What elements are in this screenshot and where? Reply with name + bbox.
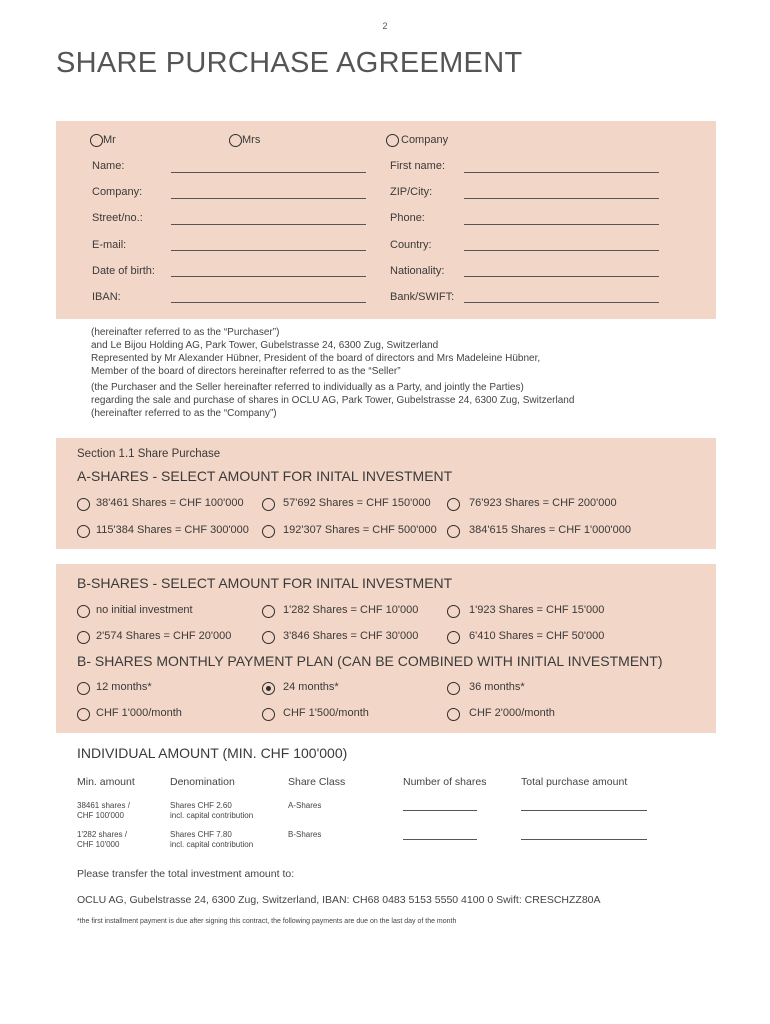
- iban-label: IBAN:: [92, 291, 121, 303]
- table-cell: incl. capital contribution: [170, 811, 254, 820]
- monthly-plan-heading: B- SHARES MONTHLY PAYMENT PLAN (CAN BE COMBINED WITH INITIAL INVESTMENT): [77, 653, 663, 669]
- parties-line-2: and Le Bijou Holding AG, Park Tower, Gubelstrasse 24, 6300 Zug, Switzerland: [91, 340, 439, 351]
- table-cell: A-Shares: [288, 801, 322, 810]
- a-shares-option-label: 57'692 Shares = CHF 150'000: [283, 497, 431, 509]
- page-title: SHARE PURCHASE AGREEMENT: [56, 47, 523, 79]
- table-cell: Shares CHF 2.60: [170, 801, 232, 810]
- salutation-mr-radio[interactable]: [90, 134, 103, 147]
- number-of-shares-field[interactable]: [403, 810, 477, 811]
- parties-line-3: Represented by Mr Alexander Hübner, President of the board of directors and Mrs Madeleine Hübner,: [91, 353, 541, 364]
- date-of-birth-label: Date of birth:: [92, 265, 155, 277]
- a-shares-option-radio[interactable]: [447, 498, 460, 511]
- b-shares-heading: B-SHARES - SELECT AMOUNT FOR INITAL INVESTMENT: [77, 575, 453, 591]
- zip-city-field[interactable]: [464, 198, 659, 199]
- email-label: E-mail:: [92, 239, 127, 251]
- b-shares-panel: [56, 564, 716, 733]
- number-of-shares-field[interactable]: [403, 839, 477, 840]
- plan-24-months-radio[interactable]: [262, 682, 275, 695]
- parties-line-6: regarding the sale and purchase of shares in OCLU AG, Park Tower, Gubelstrasse 24, 6300 Zug, Switzerland: [91, 395, 575, 406]
- nationality-label: Nationality:: [390, 265, 445, 277]
- salutation-company-radio[interactable]: [386, 134, 399, 147]
- b-shares-option-label: 3'846 Shares = CHF 30'000: [283, 630, 419, 642]
- salutation-mrs-radio[interactable]: [229, 134, 242, 147]
- total-purchase-amount-field[interactable]: [521, 839, 647, 840]
- section-label: Section 1.1 Share Purchase: [77, 448, 221, 460]
- b-shares-option-label: no initial investment: [96, 604, 193, 616]
- plan-option-label: CHF 1'000/month: [96, 707, 182, 719]
- b-shares-option-radio[interactable]: [77, 605, 90, 618]
- column-header: Total purchase amount: [521, 776, 628, 788]
- company-label: Company:: [92, 186, 143, 198]
- page-number: 2: [382, 21, 388, 31]
- b-shares-option-label: 6'410 Shares = CHF 50'000: [469, 630, 605, 642]
- b-shares-option-radio[interactable]: [262, 605, 275, 618]
- a-shares-panel: [56, 438, 716, 549]
- a-shares-option-radio[interactable]: [77, 525, 90, 538]
- column-header: Number of shares: [403, 776, 487, 788]
- parties-line-5: (the Purchaser and the Seller hereinafter referred to individually as a Party, and jointly the Parties): [91, 382, 524, 393]
- table-cell: B-Shares: [288, 830, 322, 839]
- table-cell: CHF 10'000: [77, 840, 120, 849]
- country-field[interactable]: [464, 250, 659, 251]
- salutation-mr-label: Mr: [103, 134, 116, 146]
- transfer-instructions: Please transfer the total investment amount to:: [77, 868, 295, 880]
- a-shares-option-label: 76'923 Shares = CHF 200'000: [469, 497, 617, 509]
- b-shares-option-label: 2'574 Shares = CHF 20'000: [96, 630, 232, 642]
- company-field[interactable]: [171, 198, 366, 199]
- individual-amount-heading: INDIVIDUAL AMOUNT (MIN. CHF 100'000): [77, 745, 348, 761]
- bank-details: OCLU AG, Gubelstrasse 24, 6300 Zug, Switzerland, IBAN: CH68 0483 5153 5550 4100 0 Swift: CRESCHZZ80A: [77, 894, 601, 906]
- footnote: *the first installment payment is due after signing this contract, the following payments are due on the last day of the month: [77, 918, 457, 925]
- a-shares-option-radio[interactable]: [77, 498, 90, 511]
- column-header: Denomination: [170, 776, 235, 788]
- plan-option-label: 24 months*: [283, 681, 339, 693]
- salutation-mrs-label: Mrs: [242, 134, 261, 146]
- phone-field[interactable]: [464, 224, 659, 225]
- parties-line-4: Member of the board of directors hereinafter referred to as the “Seller”: [91, 366, 401, 377]
- plan-option-label: 12 months*: [96, 681, 152, 693]
- plan-option-label: 36 months*: [469, 681, 525, 693]
- a-shares-option-radio[interactable]: [447, 525, 460, 538]
- bank-swift-field[interactable]: [464, 302, 659, 303]
- salutation-company-label: Company: [401, 134, 449, 146]
- a-shares-heading: A-SHARES - SELECT AMOUNT FOR INITAL INVESTMENT: [77, 468, 453, 484]
- b-shares-option-radio[interactable]: [447, 605, 460, 618]
- a-shares-option-label: 192'307 Shares = CHF 500'000: [283, 524, 437, 536]
- email-field[interactable]: [171, 250, 366, 251]
- a-shares-option-label: 38'461 Shares = CHF 100'000: [96, 497, 244, 509]
- iban-field[interactable]: [171, 302, 366, 303]
- street-label: Street/no.:: [92, 212, 143, 224]
- table-cell: 1'282 shares /: [77, 830, 128, 839]
- zip-city-label: ZIP/City:: [390, 186, 433, 198]
- b-shares-option-label: 1'923 Shares = CHF 15'000: [469, 604, 605, 616]
- country-label: Country:: [390, 239, 432, 251]
- purchaser-details-panel: [56, 121, 716, 319]
- b-shares-option-radio[interactable]: [447, 631, 460, 644]
- column-header: Share Class: [288, 776, 346, 788]
- table-cell: 38461 shares /: [77, 801, 130, 810]
- plan-option-label: CHF 1'500/month: [283, 707, 369, 719]
- nationality-field[interactable]: [464, 276, 659, 277]
- name-field[interactable]: [171, 172, 366, 173]
- a-shares-option-radio[interactable]: [262, 498, 275, 511]
- b-shares-option-radio[interactable]: [77, 631, 90, 644]
- table-cell: Shares CHF 7.80: [170, 830, 232, 839]
- parties-line-1: (hereinafter referred to as the “Purchaser”): [91, 327, 280, 338]
- a-shares-option-label: 384'615 Shares = CHF 1'000'000: [469, 524, 631, 536]
- plan-1500-month-radio[interactable]: [262, 708, 275, 721]
- parties-line-7: (hereinafter referred to as the “Company”): [91, 408, 277, 419]
- plan-2000-month-radio[interactable]: [447, 708, 460, 721]
- first-name-field[interactable]: [464, 172, 659, 173]
- plan-1000-month-radio[interactable]: [77, 708, 90, 721]
- street-field[interactable]: [171, 224, 366, 225]
- phone-label: Phone:: [390, 212, 425, 224]
- bank-swift-label: Bank/SWIFT:: [390, 291, 455, 303]
- b-shares-option-radio[interactable]: [262, 631, 275, 644]
- table-cell: CHF 100'000: [77, 811, 124, 820]
- name-label: Name:: [92, 160, 125, 172]
- total-purchase-amount-field[interactable]: [521, 810, 647, 811]
- a-shares-option-label: 115'384 Shares = CHF 300'000: [96, 524, 249, 536]
- plan-36-months-radio[interactable]: [447, 682, 460, 695]
- plan-option-label: CHF 2'000/month: [469, 707, 555, 719]
- column-header: Min. amount: [77, 776, 135, 788]
- date-of-birth-field[interactable]: [171, 276, 366, 277]
- b-shares-option-label: 1'282 Shares = CHF 10'000: [283, 604, 419, 616]
- first-name-label: First name:: [390, 160, 446, 172]
- a-shares-option-radio[interactable]: [262, 525, 275, 538]
- plan-12-months-radio[interactable]: [77, 682, 90, 695]
- table-cell: incl. capital contribution: [170, 840, 254, 849]
